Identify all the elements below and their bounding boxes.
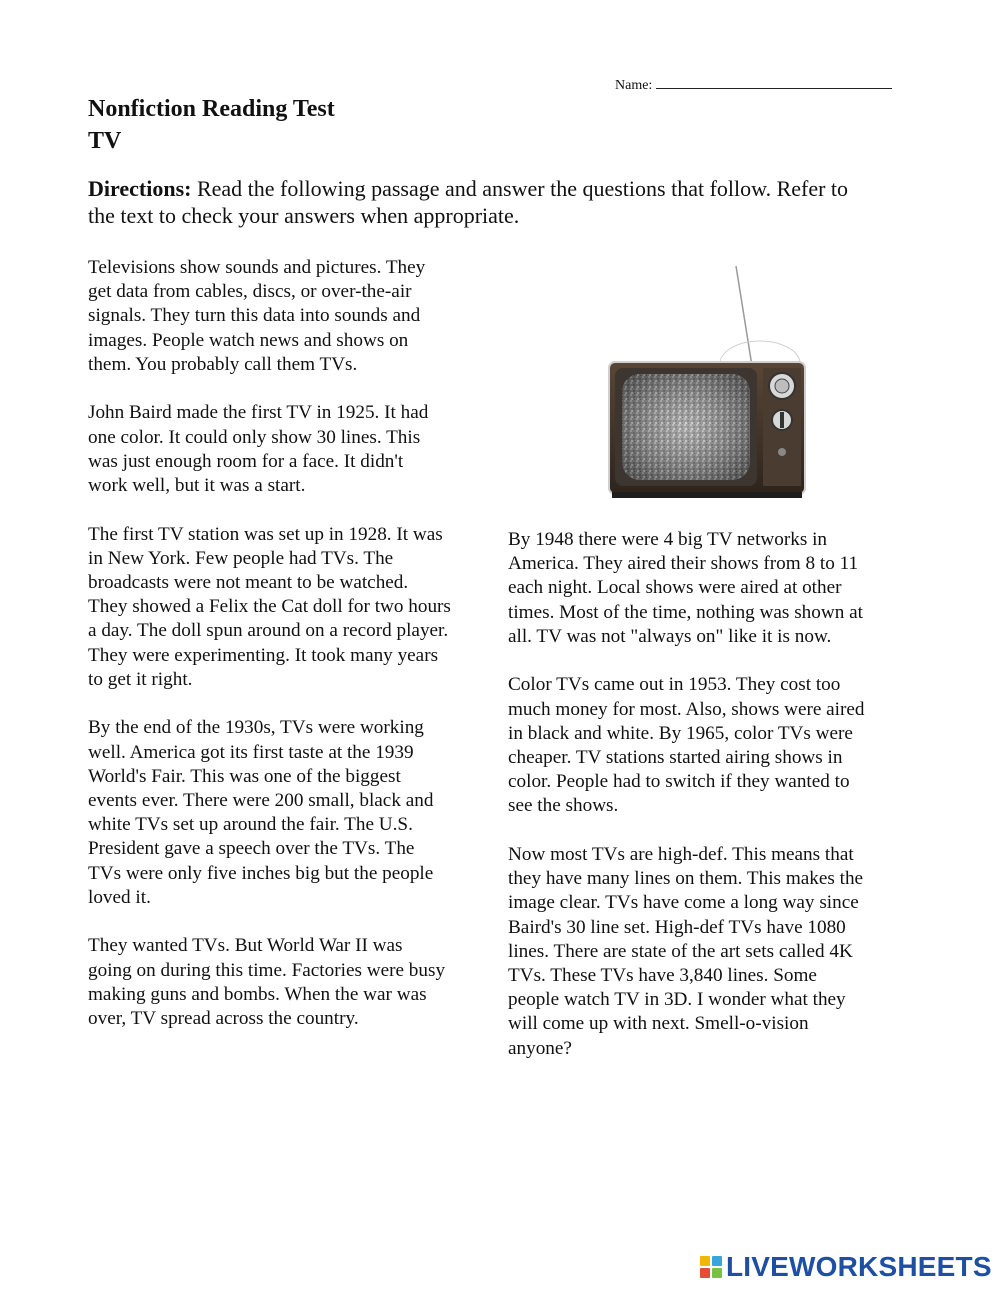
passage-line: in New York. Few people had TVs. The xyxy=(88,547,394,569)
passage-line: they have many lines on them. This makes the xyxy=(508,868,864,890)
passage-line: signals. They turn this data into sounds and xyxy=(88,305,421,327)
passage-line: a day. The doll spun around on a record player. xyxy=(88,620,449,642)
passage-line: John Baird made the first TV in 1925. It had xyxy=(88,402,429,424)
passage-line: in black and white. By 1965, color TVs were xyxy=(508,722,853,744)
passage-line: Now most TVs are high-def. This means that xyxy=(508,844,854,866)
passage-line: much money for most. Also, shows were aired xyxy=(508,698,865,720)
vintage-tv-icon xyxy=(600,262,810,507)
directions-text-1: Read the following passage and answer the questions that follow. Refer to xyxy=(191,176,849,201)
passage-line: to get it right. xyxy=(88,668,193,690)
passage-line: They showed a Felix the Cat doll for two hours xyxy=(88,596,451,618)
passage-line: TVs. These TVs have 3,840 lines. Some xyxy=(508,965,817,987)
passage-line: World's Fair. This was one of the biggest xyxy=(88,765,401,787)
directions-label: Directions: xyxy=(88,176,192,201)
passage-line: anyone? xyxy=(508,1037,572,1059)
title-line-2: TV xyxy=(88,128,122,154)
passage-paragraph xyxy=(88,934,498,1031)
passage-line: one color. It could only show 30 lines. This xyxy=(88,426,421,448)
passage-paragraph xyxy=(508,673,918,818)
passage-line: By 1948 there were 4 big TV networks in xyxy=(508,529,828,550)
title-line-1: Nonfiction Reading Test xyxy=(88,96,335,122)
passage-line: see the shows. xyxy=(508,795,619,817)
passage-paragraph xyxy=(88,716,498,910)
passage-line: times. Most of the time, nothing was shown at xyxy=(508,601,863,623)
passage-line: The first TV station was set up in 1928. It was xyxy=(88,523,443,545)
passage-line: TVs were only five inches big but the people xyxy=(88,862,434,884)
passage-left-column xyxy=(88,256,498,1056)
passage-line: Televisions show sounds and pictures. They xyxy=(88,257,426,278)
passage-line: President gave a speech over the TVs. The xyxy=(88,838,415,860)
logo-block-2 xyxy=(712,1256,722,1266)
passage-line: them. You probably call them TVs. xyxy=(88,353,358,375)
passage-paragraph xyxy=(88,256,498,377)
directions-line-2: the text to check your answers when appropriate. xyxy=(88,203,520,228)
page-title xyxy=(88,93,335,157)
passage-line: making guns and bombs. When the war was xyxy=(88,983,427,1005)
passage-line: image clear. TVs have come a long way since xyxy=(508,892,859,914)
passage-line: over, TV spread across the country. xyxy=(88,1008,359,1030)
passage-line: images. People watch news and shows on xyxy=(88,329,409,351)
passage-line: work well, but it was a start. xyxy=(88,475,306,497)
passage-line: white TVs set up around the fair. The U.S. xyxy=(88,814,413,836)
logo-text: LIVEWORKSHEETS xyxy=(726,1251,992,1282)
passage-line: going on during this time. Factories were busy xyxy=(88,959,446,981)
passage-paragraph xyxy=(508,528,918,649)
name-label: Name: xyxy=(615,78,653,93)
passage-paragraph xyxy=(508,843,918,1061)
passage-line: Color TVs came out in 1953. They cost too xyxy=(508,674,841,696)
name-blank-line[interactable] xyxy=(656,74,892,89)
passage-line: people watch TV in 3D. I wonder what they xyxy=(508,989,846,1011)
logo-block-1 xyxy=(700,1256,710,1266)
passage-line: color. People had to switch if they wanted to xyxy=(508,771,850,793)
passage-line: broadcasts were not meant to be watched. xyxy=(88,572,409,594)
passage-line: cheaper. TV stations started airing shows in xyxy=(508,747,843,769)
passage-line: They were experimenting. It took many years xyxy=(88,644,439,666)
passage-line: well. America got its first taste at the 1939 xyxy=(88,741,414,763)
passage-right-column xyxy=(508,528,918,1085)
passage-line: By the end of the 1930s, TVs were working xyxy=(88,717,424,739)
passage-line: each night. Local shows were aired at other xyxy=(508,577,842,599)
name-field[interactable] xyxy=(615,74,892,94)
directions-line-1 xyxy=(88,175,918,202)
passage-paragraph xyxy=(88,523,498,692)
passage-line: They wanted TVs. But World War II was xyxy=(88,935,403,957)
logo-block-4 xyxy=(712,1268,722,1278)
logo-block-3 xyxy=(700,1268,710,1278)
passage-line: events ever. There were 200 small, black and xyxy=(88,790,434,812)
passage-line: Baird's 30 line set. High-def TVs have 1080 xyxy=(508,916,846,938)
passage-line: will come up with next. Smell-o-vision xyxy=(508,1013,809,1035)
passage-line: get data from cables, discs, or over-the-air xyxy=(88,281,412,303)
passage-line: was just enough room for a face. It didn't xyxy=(88,450,404,472)
passage-line: America. They aired their shows from 8 to 11 xyxy=(508,553,859,575)
directions xyxy=(88,175,918,229)
logo-blocks-icon xyxy=(700,1256,722,1278)
liveworksheets-logo xyxy=(700,1251,992,1283)
passage-line: lines. There are state of the art sets called 4K xyxy=(508,940,853,962)
passage-paragraph xyxy=(88,401,498,498)
passage-line: all. TV was not "always on" like it is now. xyxy=(508,625,832,647)
passage-line: loved it. xyxy=(88,886,151,908)
